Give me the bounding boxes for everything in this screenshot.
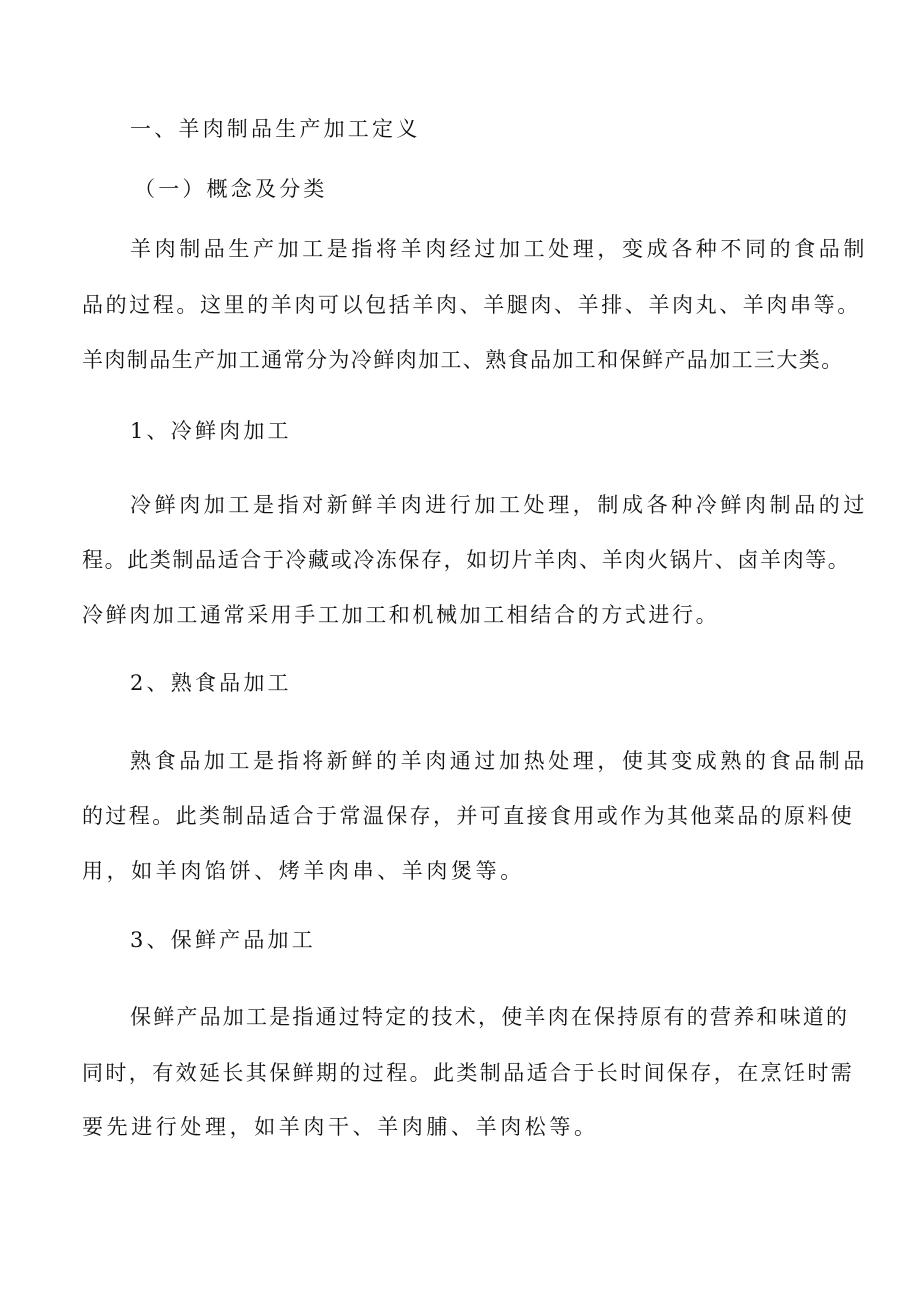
paragraph-line: 羊肉制品生产加工通常分为冷鲜肉加工、熟食品加工和保鲜产品加工三大类。 (82, 348, 844, 372)
paragraph-line: 的过程。此类制品适合于常温保存，并可直接食用或作为其他菜品的原料使 (82, 804, 855, 828)
heading-level-2: （一）概念及分类 (134, 177, 328, 201)
paragraph-line: 冷鲜肉加工通常采用手工加工和机械加工相结合的方式进行。 (82, 603, 720, 627)
section-heading-3: 3、保鲜产品加工 (130, 928, 316, 952)
paragraph-line: 熟食品加工是指将新鲜的羊肉通过加热处理，使其变成熟的食品制品 (130, 749, 868, 773)
paragraph-line: 保鲜产品加工是指通过特定的技术，使羊肉在保持原有的营养和味道的 (130, 1005, 850, 1029)
paragraph-line: 品的过程。这里的羊肉可以包括羊肉、羊腿肉、羊排、羊肉丸、羊肉串等。 (82, 293, 861, 317)
paragraph-line: 程。此类制品适合于冷藏或冷冻保存，如切片羊肉、羊肉火锅片、卤羊肉等。 (82, 548, 851, 572)
section-heading-1: 1、冷鲜肉加工 (130, 419, 292, 443)
paragraph-line: 用，如羊肉馅饼、烤羊肉串、羊肉煲等。 (82, 859, 525, 883)
heading-level-1: 一、羊肉制品生产加工定义 (130, 117, 421, 141)
paragraph-line: 同时，有效延长其保鲜期的过程。此类制品适合于长时间保存，在烹饪时需 (82, 1061, 855, 1085)
paragraph-line: 冷鲜肉加工是指对新鲜羊肉进行加工处理，制成各种冷鲜肉制品的过 (130, 493, 868, 517)
paragraph-line: 要先进行处理，如羊肉干、羊肉脯、羊肉松等。 (82, 1115, 599, 1139)
paragraph-line: 羊肉制品生产加工是指将羊肉经过加工处理，变成各种不同的食品制 (130, 237, 868, 261)
section-heading-2: 2、熟食品加工 (130, 671, 292, 695)
